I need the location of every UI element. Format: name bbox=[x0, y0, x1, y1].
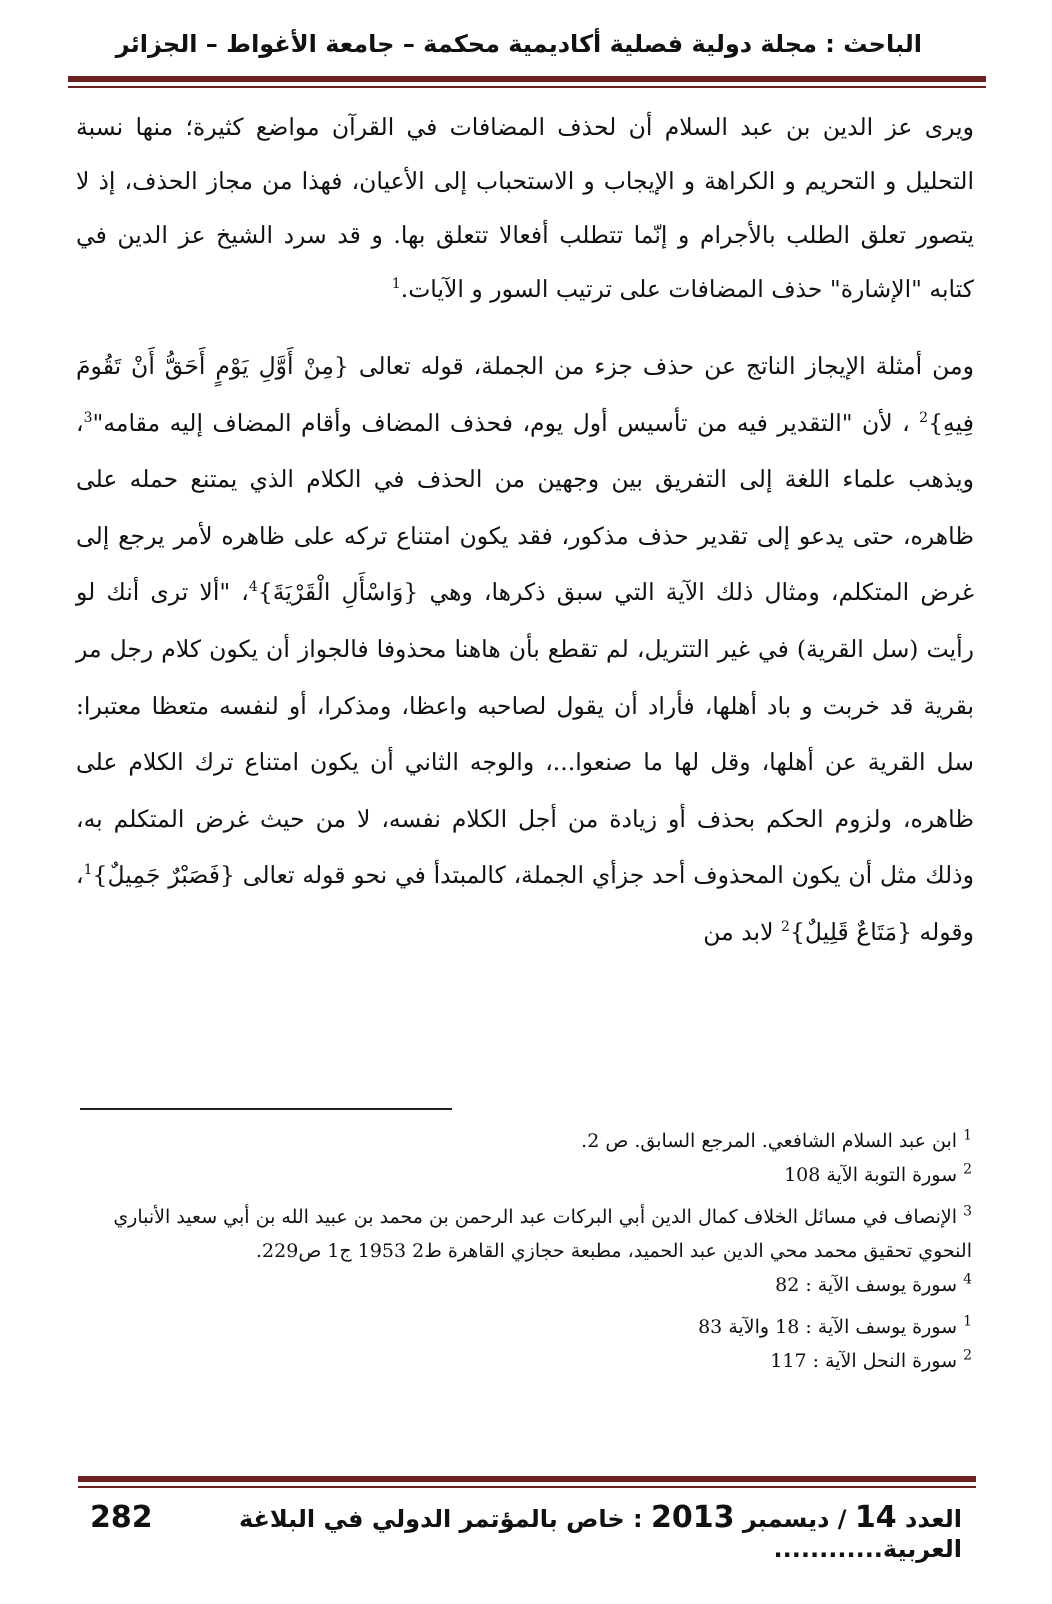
quran-verse: {فَصَبْرٌ جَمِيلٌ} bbox=[92, 861, 235, 890]
footer-rule-thin bbox=[78, 1486, 976, 1488]
header-rule-thick bbox=[68, 76, 986, 82]
paragraph-2-text-e: ، وقوله bbox=[76, 861, 974, 946]
footnote-ref: 2 bbox=[780, 919, 790, 936]
footnote-number: 2 bbox=[963, 1161, 972, 1178]
footnote-ref: 1 bbox=[391, 276, 401, 293]
footnotes bbox=[72, 1124, 972, 1378]
issue-info bbox=[153, 1500, 962, 1563]
issue-separator: / bbox=[837, 1505, 847, 1533]
footnote-item bbox=[72, 1310, 972, 1344]
paragraph-2-text-d: ، "ألا ترى أنك لو رأيت (سل القرية) في غير التتريل، لم تقطع بأن هاهنا محذوفا فالجواز أن يكون كلام رجل مر بقرية قد خربت و باد أهلها، فأراد أن يقول لصاحبه واعظا، ومذكرا، أو لنفسه متعظا معتبرا: سل القرية عن أهلها، وقل لها ما صنعوا...، والوجه الثاني أن يكون امتناع ترك الكلام على ظاهره، ولزوم الحكم بحذف أو زيادة من أجل الكلام نفسه، لا من حيث غرض المتكلم به، وذلك مثل أن يكون المحذوف أحد جزأي الجملة، كالمبتدأ في نحو قوله تعالى bbox=[76, 578, 975, 890]
footnote-number: 3 bbox=[963, 1203, 972, 1220]
footnote-text: سورة التوبة الآية 108 bbox=[784, 1164, 958, 1186]
quran-verse: {مَتَاعٌ قَلِيلٌ} bbox=[789, 917, 913, 946]
quran-verse: {وَاسْأَلِ الْقَرْيَةَ} bbox=[257, 578, 419, 607]
footnote-ref: 1 bbox=[83, 862, 93, 879]
footnote-item bbox=[72, 1200, 972, 1268]
issue-label: العدد bbox=[905, 1505, 962, 1533]
paragraph-1-text: ويرى عز الدين بن عبد السلام أن لحذف المضافات في القرآن مواضع كثيرة؛ منها نسبة التحليل و التحريم و الكراهة و الإيجاب و الاستحباب إلى الأعيان، فهذا من مجاز الحذف، إذ لا يتصور تعلق الطلب بالأجرام و إنّما تتطلب أفعالا تتعلق بها. و قد سرد الشيخ عز الدين في كتابه "الإشارة" حذف المضافات على ترتيب السور و الآيات. bbox=[76, 113, 974, 303]
quran-verse: {مِنْ أَوَّلِ يَوْمٍ أَحَقُّ أَنْ تَقُومَ فِيهِ} bbox=[76, 352, 974, 437]
header-rule-thin bbox=[68, 86, 986, 88]
issue-description: : خاص بالمؤتمر الدولي في البلاغة العربية............ bbox=[238, 1505, 962, 1563]
running-header: الباحث : مجلة دولية فصلية أكاديمية محكمة – جامعة الأغواط – الجزائر bbox=[115, 30, 922, 58]
footnote-text: ابن عبد السلام الشافعي. المرجع السابق. ص 2. bbox=[581, 1130, 958, 1152]
paragraph-2 bbox=[76, 338, 974, 961]
issue-month: ديسمبر bbox=[742, 1505, 830, 1533]
footnote-ref: 2 bbox=[919, 409, 929, 426]
issue-year: 2013 bbox=[651, 1500, 735, 1535]
footnote-number: 4 bbox=[963, 1271, 972, 1288]
page-number: 282 bbox=[90, 1500, 153, 1535]
footnote-text: سورة يوسف الآية : 18 والآية 83 bbox=[698, 1316, 958, 1338]
footnote-item bbox=[72, 1268, 972, 1302]
footnote-text: سورة يوسف الآية : 82 bbox=[775, 1274, 958, 1296]
footnote-number: 1 bbox=[963, 1127, 972, 1144]
issue-number: 14 bbox=[854, 1500, 897, 1535]
paragraph-2-text-f: لابد من bbox=[703, 917, 774, 946]
article-body bbox=[76, 100, 974, 961]
paragraph-2-text-a: ومن أمثلة الإيجاز الناتج عن حذف جزء من الجملة، قوله تعالى bbox=[358, 352, 974, 380]
footnote-item bbox=[72, 1124, 972, 1158]
footnote-separator bbox=[80, 1108, 452, 1110]
footnote-text: سورة النحل الآية : 117 bbox=[770, 1350, 958, 1372]
footnote-ref: 3 bbox=[83, 409, 93, 426]
footnote-item bbox=[72, 1344, 972, 1378]
paragraph-2-text-b: ، لأن "التقدير فيه من تأسيس أول يوم، فحذف المضاف وأقام المضاف إليه مقامه" bbox=[92, 408, 910, 437]
running-footer bbox=[90, 1500, 962, 1563]
footer-rule-thick bbox=[78, 1476, 976, 1482]
paragraph-1 bbox=[76, 100, 974, 316]
footnote-ref: 4 bbox=[248, 579, 258, 596]
paragraph-2-text-c: ، ويذهب علماء اللغة إلى التفريق بين وجهين من الحذف في الكلام الذي يمتنع حمله على ظاهره، حتى يدعو إلى تقدير حذف مذكور، فقد يكون امتناع تركه على ظاهره لأمر يرجع إلى غرض المتكلم، ومثال ذلك الآية التي سبق ذكرها، وهي bbox=[76, 408, 974, 607]
footnote-number: 1 bbox=[963, 1313, 972, 1330]
footnote-item bbox=[72, 1158, 972, 1192]
footnote-number: 2 bbox=[963, 1347, 972, 1364]
footnote-text: الإنصاف في مسائل الخلاف كمال الدين أبي البركات عبد الرحمن بن محمد بن عبيد الله بن أبي سعيد الأنباري النحوي تحقيق محمد محي الدين عبد الحميد، مطبعة حجازي القاهرة ط2 1953 ج1 ص229. bbox=[113, 1206, 972, 1262]
